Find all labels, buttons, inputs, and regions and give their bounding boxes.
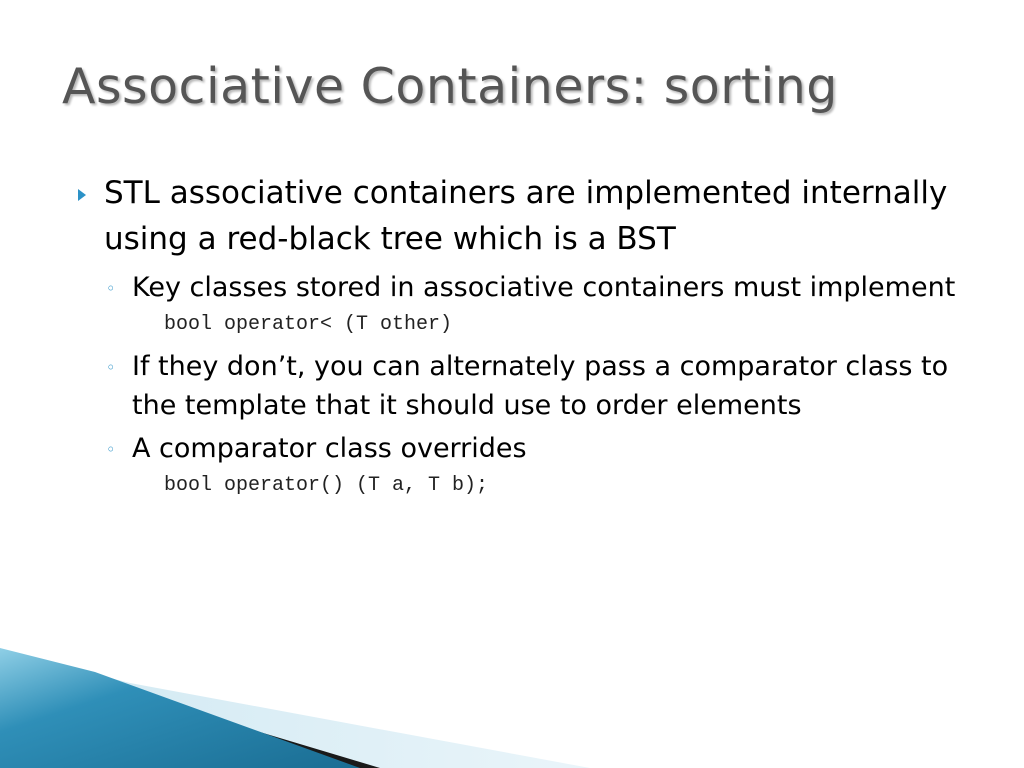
hollow-circle-icon: ◦: [106, 440, 116, 459]
subbullet-text: If they don’t, you can alternately pass a comparator class to the template that it should use to order elements: [132, 351, 949, 421]
hollow-circle-icon: ◦: [106, 279, 116, 298]
bullet-text: STL associative containers are implemented internally using a red-black tree which is a BST: [104, 175, 948, 257]
hollow-circle-icon: ◦: [106, 358, 116, 377]
subbullet-text: Key classes stored in associative containers must implement: [132, 272, 956, 303]
subbullet-text: A comparator class overrides: [132, 433, 527, 464]
slide-title: Associative Containers: sorting: [62, 58, 838, 115]
code-snippet: bool operator< (T other): [164, 313, 453, 336]
code-snippet: bool operator() (T a, T b);: [164, 474, 489, 497]
